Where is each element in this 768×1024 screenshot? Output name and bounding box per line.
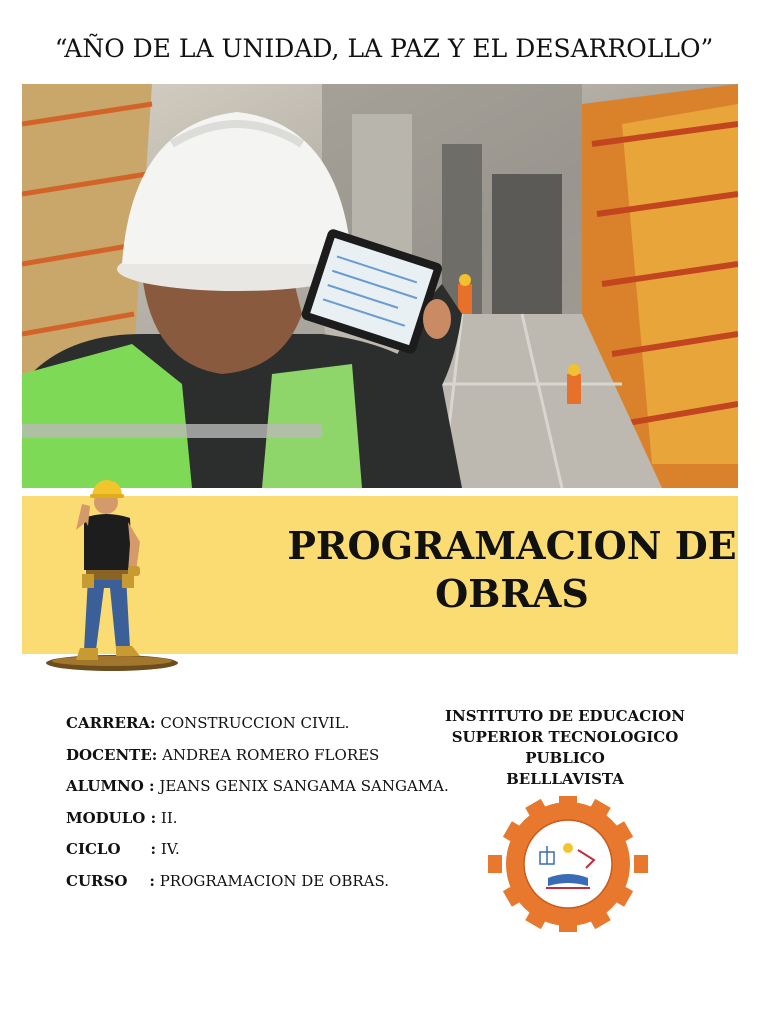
institution-line-3: BELLLAVISTA — [506, 770, 624, 788]
info-row-modulo — [66, 809, 449, 841]
institution-line-1: INSTITUTO DE EDUCACION — [445, 707, 685, 725]
motto-heading: “AÑO DE LA UNIDAD, LA PAZ Y EL DESARROLLO” — [54, 34, 714, 63]
info-row-ciclo — [66, 840, 449, 872]
info-label: CICLO — [66, 840, 121, 858]
info-label: MODULO : — [66, 808, 157, 827]
construction-worker-mascot-icon — [40, 470, 190, 680]
info-value: IV. — [156, 840, 180, 858]
info-value: II. — [156, 808, 178, 827]
info-value: JEANS GENIX SANGAMA SANGAMA. — [154, 777, 449, 795]
title-line-2: OBRAS — [435, 571, 589, 616]
info-label: ALUMNO : — [66, 777, 155, 795]
info-row-curso — [66, 872, 449, 904]
info-value: CONSTRUCCION CIVIL. — [155, 714, 350, 732]
student-info — [66, 714, 449, 903]
info-label: DOCENTE: — [66, 745, 158, 764]
info-value: ANDREA ROMERO FLORES — [157, 745, 380, 764]
info-label: CARRERA: — [66, 714, 156, 732]
cover-photo — [22, 84, 738, 488]
info-row-alumno — [66, 777, 449, 809]
institution-line-2: SUPERIOR TECNOLOGICO PUBLICO — [451, 728, 679, 767]
construction-site-illustration — [22, 84, 738, 488]
info-row-docente — [66, 746, 449, 778]
institution-logo-icon — [486, 796, 650, 932]
info-label: CURSO — [66, 871, 128, 890]
institution-name — [414, 706, 716, 790]
info-separator: : — [150, 840, 157, 858]
title-line-1: PROGRAMACION DE — [287, 523, 737, 568]
info-row-carrera — [66, 714, 449, 746]
document-title — [282, 522, 742, 618]
info-value: PROGRAMACION DE OBRAS. — [154, 871, 389, 890]
info-separator: : — [149, 871, 155, 890]
